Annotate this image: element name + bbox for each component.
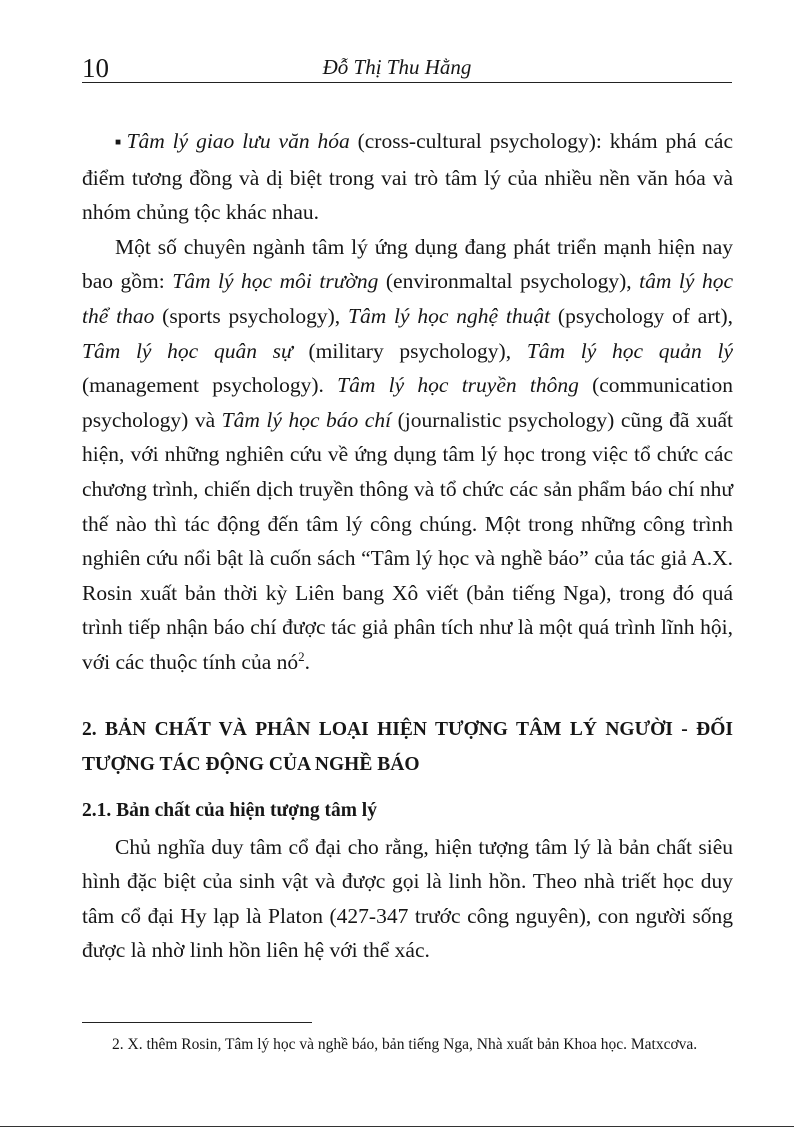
term-communication: Tâm lý học truyền thông	[337, 373, 579, 398]
paragraph-cross-cultural	[82, 124, 733, 230]
term-sports: tâm lý học thể thao	[82, 269, 733, 328]
text-run: (management psychology).	[82, 373, 338, 398]
footnote-rule	[82, 1022, 312, 1023]
footnote: 2. X. thêm Rosin, Tâm lý học và nghề báo, bản tiếng Nga, Nhà xuất bản Khoa học. Matxcơva.	[112, 1036, 698, 1053]
running-head-author: Đỗ Thị Thu Hằng	[322, 55, 472, 79]
main-content	[82, 124, 733, 968]
page-bottom-rule	[0, 1126, 794, 1127]
term-cross-cultural: Tâm lý giao lưu văn hóa	[126, 129, 350, 153]
term-military: Tâm lý học quân sự	[82, 338, 293, 363]
text-run: (journalistic psychology) cũng đã xuất hiện, với những nghiên cứu về ứng dụng tâm lý học trong việc tổ chức các chương trình, chiến dịch truyền thông và tổ chức các sản phẩm báo chí như thế nào thì tác động đến tâm lý công chúng. Một trong những công trình nghiên cứu nổi bật là cuốn sách “Tâm lý học và nghề báo” của tác giả A.X. Rosin xuất bản thời kỳ Liên bang Xô viết (bản tiếng Nga), trong đó quá trình tiếp nhận báo chí được tác giả phân tích như là một quá trình lĩnh hội, với các thuộc tính của nó	[82, 407, 733, 674]
paragraph-applied-fields	[82, 230, 733, 680]
text-run: .	[304, 649, 311, 674]
text-run: (psychology of art),	[550, 303, 733, 328]
page-number: 10	[82, 53, 109, 83]
text-run: Một số chuyên ngành tâm lý ứng dụng đang phát triển mạnh hiện nay bao gồm:	[82, 234, 733, 294]
text-run: (environmaltal psychology),	[378, 269, 640, 294]
footnote-reference[interactable]: 2	[298, 648, 305, 664]
term-art: Tâm lý học nghệ thuật	[348, 303, 551, 328]
text-run: (communication psychology) và	[82, 373, 734, 432]
paragraph-text: (cross-cultural psychology): khám phá các điểm tương đồng và dị biệt trong vai trò tâm lý của nhiều nền văn hóa và nhóm chủng tộc khác nhau.	[82, 129, 734, 225]
text-run: (military psychology),	[292, 338, 527, 363]
term-management: Tâm lý học quản lý	[526, 338, 734, 363]
term-environmental: Tâm lý học môi trường	[172, 269, 379, 294]
square-bullet-icon: ■	[115, 137, 124, 148]
section-heading: 2. BẢN CHẤT VÀ PHÂN LOẠI HIỆN TƯỢNG TÂM LÝ NGƯỜI - ĐỐI TƯỢNG TÁC ĐỘNG CỦA NGHỀ BÁO	[82, 718, 733, 775]
text-run: (sports psychology),	[154, 303, 348, 328]
header-rule	[82, 82, 732, 83]
term-journalism: Tâm lý học báo chí	[221, 407, 392, 432]
paragraph-idealism: Chủ nghĩa duy tâm cổ đại cho rằng, hiện tượng tâm lý là bản chất siêu hình đặc biệt của sinh vật và được gọi là linh hồn. Theo nhà triết học duy tâm cổ đại Hy lạp là Platon (427-347 trước công nguyên), con người sống được là nhờ linh hồn liên hệ với thể xác.	[82, 834, 733, 963]
subsection-heading: 2.1. Bản chất của hiện tượng tâm lý	[82, 799, 377, 821]
